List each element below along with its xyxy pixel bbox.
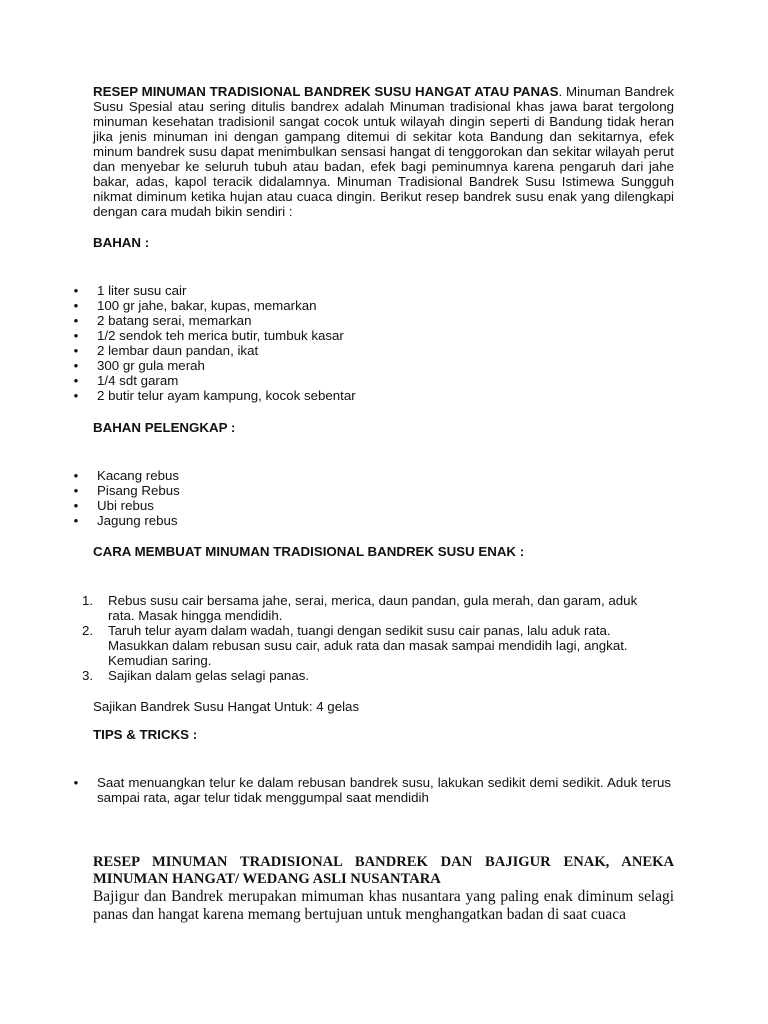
pelengkap-heading: BAHAN PELENGKAP :: [93, 420, 236, 435]
bullet-icon: •: [73, 298, 79, 313]
bullet-icon: •: [73, 313, 79, 328]
bullet-icon: •: [73, 483, 79, 498]
bullet-icon: •: [73, 513, 79, 528]
list-item: • 2 lembar daun pandan, ikat: [0, 343, 768, 358]
bullet-icon: •: [73, 373, 79, 388]
cara-steps: [0, 593, 768, 683]
bullet-icon: •: [73, 468, 79, 483]
bahan-heading: BAHAN :: [93, 235, 150, 250]
step-item: 3. Sajikan dalam gelas selagi panas.: [82, 668, 310, 683]
step-item: 2. Taruh telur ayam dalam wadah, tuangi dengan sedikit susu cair panas, lalu aduk rata. Masukkan dalam rebusan susu cair, aduk rata dan masak sampai mendidih lagi, angkat. Kemudian saring.: [82, 623, 628, 668]
step-number: 2.: [82, 623, 94, 638]
list-item: • 1/2 sendok teh merica butir, tumbuk kasar: [0, 328, 768, 343]
bullet-icon: •: [73, 358, 79, 373]
cara-heading: CARA MEMBUAT MINUMAN TRADISIONAL BANDREK SUSU ENAK :: [93, 544, 525, 559]
list-item: • Pisang Rebus: [0, 483, 768, 498]
pelengkap-list: [0, 468, 768, 528]
list-item: • 2 batang serai, memarkan: [0, 313, 768, 328]
intro-paragraph: [93, 84, 674, 219]
step-item: 1. Rebus susu cair bersama jahe, serai, merica, daun pandan, gula merah, dan garam, aduk rata. Masak hingga mendidih.: [82, 593, 638, 623]
list-item: • Kacang rebus: [0, 468, 768, 483]
tips-list: [0, 775, 768, 805]
second-article-text: Bajigur dan Bandrek merupakan mimuman khas nusantara yang paling enak diminum selagi panas dan hangat karena memang bertujuan untuk menghangatkan badan di saat cuaca: [93, 888, 674, 923]
list-item: • Saat menuangkan telur ke dalam rebusan bandrek susu, lakukan sedikit demi sedikit. Aduk terus sampai rata, agar telur tidak menggumpal saat mendidih: [0, 775, 671, 805]
step-number: 3.: [82, 668, 94, 683]
list-item: • Jagung rebus: [0, 513, 768, 528]
list-item: • 1 liter susu cair: [0, 283, 768, 298]
bullet-icon: •: [73, 343, 79, 358]
bahan-list: [0, 283, 768, 403]
bullet-icon: •: [73, 283, 79, 298]
intro-title: RESEP MINUMAN TRADISIONAL BANDREK SUSU HANGAT ATAU PANAS: [93, 84, 559, 99]
tips-heading: TIPS & TRICKS :: [93, 727, 198, 742]
list-item: • 100 gr jahe, bakar, kupas, memarkan: [0, 298, 768, 313]
list-item: • Ubi rebus: [0, 498, 768, 513]
second-article-title: RESEP MINUMAN TRADISIONAL BANDREK DAN BAJIGUR ENAK, ANEKA MINUMAN HANGAT/ WEDANG ASLI NUSANTARA: [93, 854, 674, 887]
step-number: 1.: [82, 593, 94, 608]
bullet-icon: •: [73, 775, 79, 790]
bullet-icon: •: [73, 388, 79, 403]
bullet-icon: •: [73, 498, 79, 513]
list-item: • 300 gr gula merah: [0, 358, 768, 373]
bullet-icon: •: [73, 328, 79, 343]
serving-note: Sajikan Bandrek Susu Hangat Untuk: 4 gelas: [93, 699, 360, 714]
list-item: • 2 butir telur ayam kampung, kocok sebentar: [0, 388, 768, 403]
intro-text: . Minuman Bandrek Susu Spesial atau sering ditulis bandrex adalah Minuman tradisional khas jawa barat tergolong minuman kesehatan tradisionil sangat cocok untuk wilayah dingin seperti di Bandung tidak heran jika jenis minuman ini dengan gampang ditemui di sekitar kota Bandung dan sekitarnya, efek minum bandrek susu dapat menimbulkan sensasi hangat di tenggorokan dan sekitar wilayah perut dan menyebar ke seluruh tubuh atau badan, efek bagi peminumnya karena pengaruh dari jahe bakar, adas, kapol teracik didalamnya. Minuman Tradisional Bandrek Susu Istimewa Sungguh nikmat diminum ketika hujan atau cuaca dingin. Berikut resep bandrek susu enak yang dilengkapi dengan cara mudah bikin sendiri :: [93, 84, 675, 219]
list-item: • 1/4 sdt garam: [0, 373, 768, 388]
